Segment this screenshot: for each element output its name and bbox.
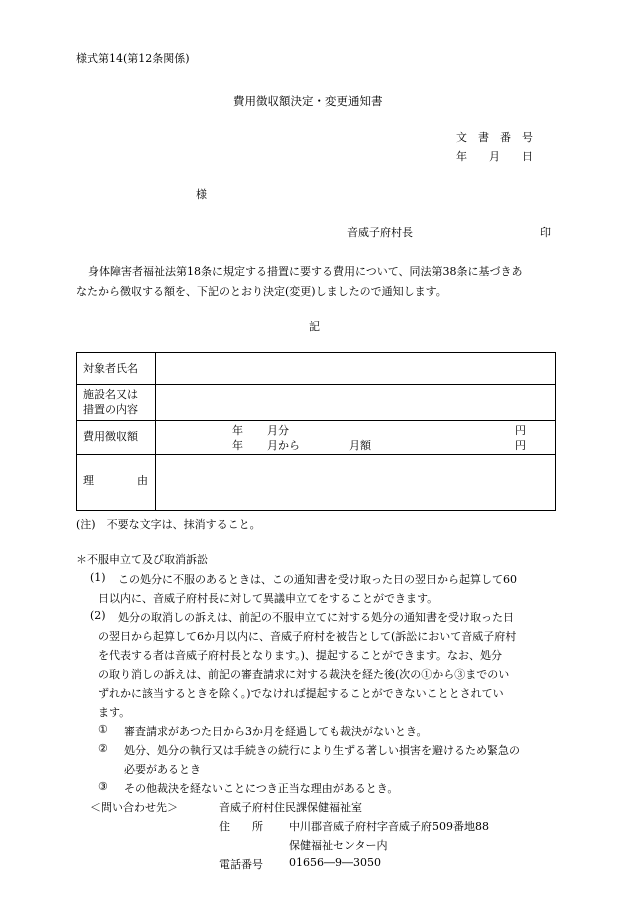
addressee-suffix: 様 <box>196 188 207 201</box>
condition-1-number: ① <box>98 723 108 736</box>
fee-line1-yen: 円 <box>515 424 526 437</box>
subject-name-label: 対象者氏名 <box>83 362 138 375</box>
condition-3: その他裁決を経ないことにつき正当な理由があるとき。 <box>124 782 399 795</box>
appeal-2-line: ずれかに該当するときを除く。)でなければ提起することができないこととされてい <box>98 687 504 700</box>
fee-line1-month: 月分 <box>267 424 289 437</box>
appeal-heading: ＊不服申立て及び取消訴訟 <box>76 553 208 566</box>
table-row-divider <box>77 454 555 455</box>
appeal-2-line: ます。 <box>98 706 131 719</box>
body-line-2: なたから徴収する額を、下記のとおり決定(変更)しましたので通知します。 <box>76 285 447 298</box>
fee-line1-year: 年 <box>232 424 243 437</box>
fee-line2-year: 年 <box>232 439 243 452</box>
appeal-1-line: 日以内に、音威子府村長に対して異議申立てをすることができます。 <box>98 592 439 605</box>
note: (注) 不要な文字は、抹消すること。 <box>76 518 261 531</box>
table-row-divider <box>77 384 555 385</box>
seal-mark: 印 <box>540 226 551 239</box>
facility-label-1: 施設名又は <box>83 388 138 401</box>
appeal-1-number: (1) <box>90 571 106 584</box>
contact-address-line: 中川郡音威子府村字音威子府509番地88 <box>289 820 489 833</box>
fee-line2-monthly: 月額 <box>349 439 371 452</box>
contact-phone: 01656―9―3050 <box>289 856 381 869</box>
appeal-2-line: の取り消しの訴えは、前記の審査請求に対する裁決を経た後(次の①から③までのい <box>98 668 510 681</box>
contact-address-line: 保健福祉センター内 <box>289 839 388 852</box>
facility-label-2: 措置の内容 <box>83 403 138 416</box>
contact-label: ＜問い合わせ先＞ <box>90 801 178 814</box>
body-line-1: 身体障害者福祉法第18条に規定する措置に要する費用について、同法第38条に基づきあ <box>88 265 523 278</box>
appeal-1-line: この処分に不服のあるときは、この通知書を受け取った日の翌日から起算して60 <box>118 573 517 586</box>
contact-office: 音威子府村住民課保健福祉室 <box>219 801 362 814</box>
condition-2-number: ② <box>98 742 108 755</box>
condition-3-number: ③ <box>98 780 108 793</box>
table-column-divider <box>155 353 156 510</box>
fee-amount-label: 費用徴収額 <box>83 430 138 443</box>
fee-table <box>76 352 556 511</box>
table-row-divider <box>77 420 555 421</box>
page-title: 費用徴収額決定・変更通知書 <box>233 94 383 108</box>
contact-address-label: 住 所 <box>219 820 263 833</box>
appeal-2-number: (2) <box>90 609 106 622</box>
appeal-2-line: の翌日から起算して6か月以内に、音威子府村を被告として(訴訟において音威子府村 <box>98 630 517 643</box>
form-number: 様式第14(第12条関係) <box>76 52 190 65</box>
date-label: 年 月 日 <box>456 150 533 163</box>
reason-label-1: 理 <box>83 474 94 487</box>
condition-2-line: 必要があるとき <box>124 763 201 776</box>
condition-2-line: 処分、処分の執行又は手続きの続行により生ずる著しい損害を避けるため緊急の <box>124 744 520 757</box>
document-number-label: 文 書 番 号 <box>456 131 533 144</box>
contact-phone-label: 電話番号 <box>219 858 263 871</box>
condition-1: 審査請求があつた日から3か月を経過しても裁決がないとき。 <box>124 725 428 738</box>
reason-label-2: 由 <box>137 474 148 487</box>
appeal-2-line: 処分の取消しの訴えは、前記の不服申立てに対する処分の通知書を受け取った日 <box>118 611 514 624</box>
fee-line2-yen: 円 <box>515 439 526 452</box>
ki-heading: 記 <box>309 320 320 333</box>
issuer-name: 音威子府村長 <box>347 226 413 239</box>
fee-line2-month: 月から <box>267 439 300 452</box>
appeal-2-line: を代表する者は音威子府村長となります。)、提起することができます。なお、処分 <box>98 649 503 662</box>
